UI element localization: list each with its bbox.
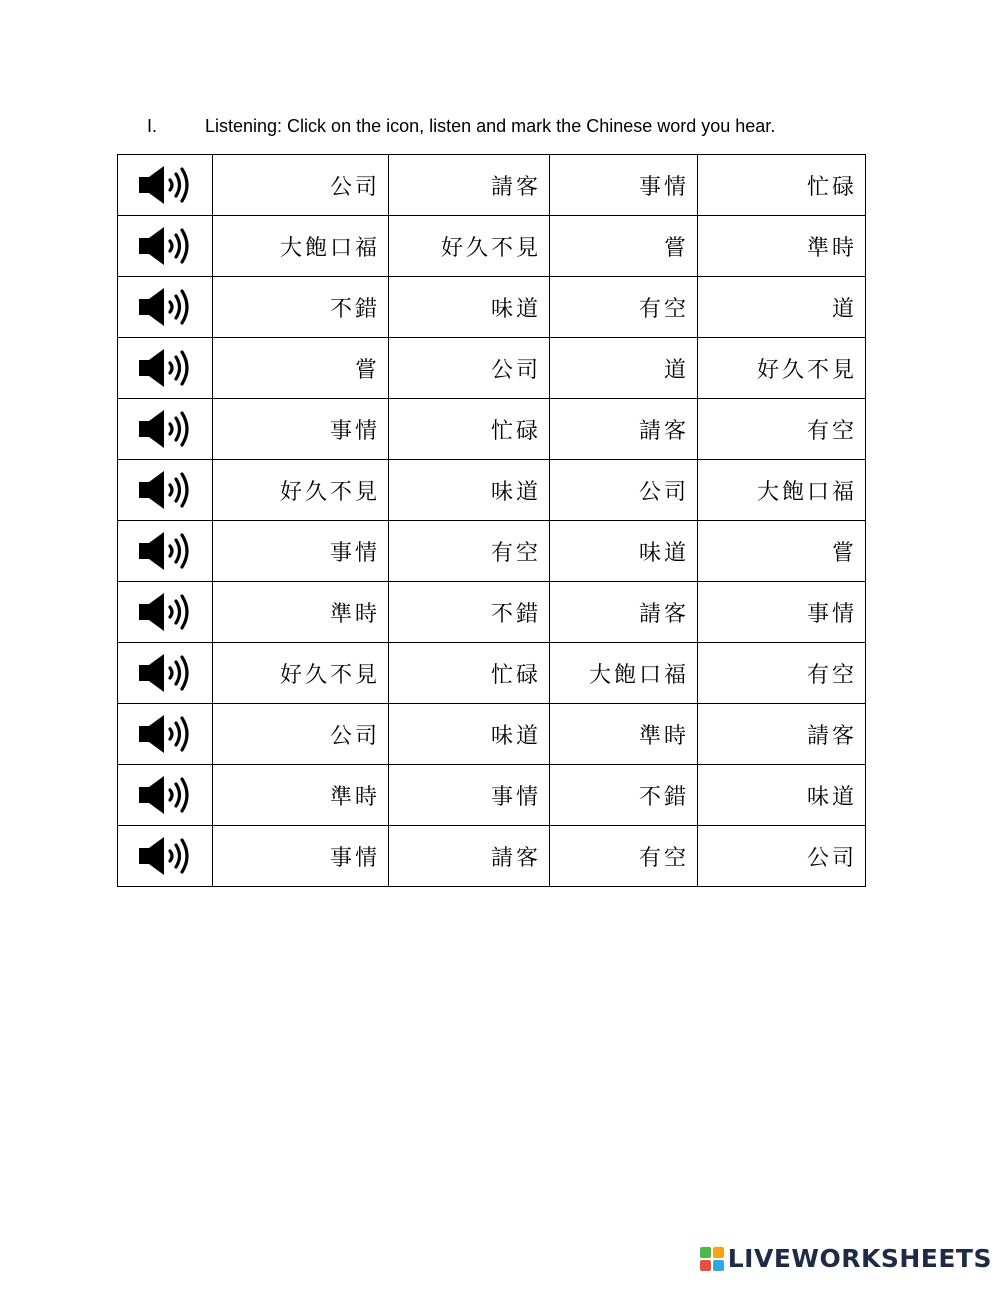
word-option[interactable]: 有空	[698, 399, 866, 460]
audio-play-cell[interactable]	[118, 216, 213, 277]
word-option[interactable]: 嘗	[213, 338, 389, 399]
table-row	[118, 643, 866, 704]
word-option[interactable]: 準時	[698, 216, 866, 277]
word-option[interactable]: 忙碌	[389, 399, 550, 460]
word-option[interactable]: 有空	[389, 521, 550, 582]
word-option[interactable]: 請客	[389, 155, 550, 216]
word-option[interactable]: 事情	[213, 521, 389, 582]
word-option[interactable]: 好久不見	[213, 643, 389, 704]
word-option[interactable]: 嘗	[550, 216, 698, 277]
word-option[interactable]: 準時	[550, 704, 698, 765]
word-option[interactable]: 好久不見	[389, 216, 550, 277]
speaker-icon[interactable]	[137, 774, 193, 816]
word-option[interactable]: 大飽口福	[213, 216, 389, 277]
word-option[interactable]: 味道	[389, 277, 550, 338]
word-option[interactable]: 嘗	[698, 521, 866, 582]
word-option[interactable]: 大飽口福	[550, 643, 698, 704]
table-row	[118, 216, 866, 277]
word-option[interactable]: 事情	[213, 826, 389, 887]
listening-table	[117, 154, 866, 887]
word-option[interactable]: 公司	[550, 460, 698, 521]
table-row	[118, 399, 866, 460]
word-option[interactable]: 有空	[550, 826, 698, 887]
audio-play-cell[interactable]	[118, 704, 213, 765]
word-option[interactable]: 道	[698, 277, 866, 338]
brand-name: LIVEWORKSHEETS	[727, 1244, 992, 1273]
word-option[interactable]: 事情	[550, 155, 698, 216]
word-option[interactable]: 事情	[389, 765, 550, 826]
audio-play-cell[interactable]	[118, 277, 213, 338]
table-row	[118, 460, 866, 521]
audio-play-cell[interactable]	[118, 765, 213, 826]
audio-play-cell[interactable]	[118, 460, 213, 521]
speaker-icon[interactable]	[137, 347, 193, 389]
table-row	[118, 704, 866, 765]
listening-table-body	[118, 155, 866, 887]
table-row	[118, 277, 866, 338]
audio-play-cell[interactable]	[118, 338, 213, 399]
word-option[interactable]: 請客	[550, 582, 698, 643]
word-option[interactable]: 請客	[550, 399, 698, 460]
word-option[interactable]: 公司	[698, 826, 866, 887]
brand-footer	[700, 1244, 992, 1273]
word-option[interactable]: 有空	[698, 643, 866, 704]
instruction-line	[147, 116, 775, 137]
speaker-icon[interactable]	[137, 713, 193, 755]
table-row	[118, 521, 866, 582]
table-row	[118, 155, 866, 216]
instruction-text: Listening: Click on the icon, listen and mark the Chinese word you hear.	[205, 116, 776, 136]
word-option[interactable]: 好久不見	[213, 460, 389, 521]
speaker-icon[interactable]	[137, 591, 193, 633]
speaker-icon[interactable]	[137, 164, 193, 206]
word-option[interactable]: 事情	[213, 399, 389, 460]
audio-play-cell[interactable]	[118, 155, 213, 216]
word-option[interactable]: 準時	[213, 582, 389, 643]
audio-play-cell[interactable]	[118, 582, 213, 643]
word-option[interactable]: 請客	[389, 826, 550, 887]
word-option[interactable]: 準時	[213, 765, 389, 826]
instruction-number: I.	[147, 116, 158, 136]
word-option[interactable]: 味道	[389, 704, 550, 765]
audio-play-cell[interactable]	[118, 643, 213, 704]
speaker-icon[interactable]	[137, 835, 193, 877]
word-option[interactable]: 大飽口福	[698, 460, 866, 521]
audio-play-cell[interactable]	[118, 521, 213, 582]
word-option[interactable]: 忙碌	[389, 643, 550, 704]
word-option[interactable]: 有空	[550, 277, 698, 338]
table-row	[118, 338, 866, 399]
word-option[interactable]: 不錯	[213, 277, 389, 338]
word-option[interactable]: 公司	[213, 704, 389, 765]
speaker-icon[interactable]	[137, 652, 193, 694]
word-option[interactable]: 事情	[698, 582, 866, 643]
audio-play-cell[interactable]	[118, 399, 213, 460]
speaker-icon[interactable]	[137, 225, 193, 267]
word-option[interactable]: 味道	[389, 460, 550, 521]
table-row	[118, 765, 866, 826]
word-option[interactable]: 公司	[213, 155, 389, 216]
word-option[interactable]: 忙碌	[698, 155, 866, 216]
word-option[interactable]: 公司	[389, 338, 550, 399]
word-option[interactable]: 道	[550, 338, 698, 399]
word-option[interactable]: 味道	[698, 765, 866, 826]
word-option[interactable]: 請客	[698, 704, 866, 765]
audio-play-cell[interactable]	[118, 826, 213, 887]
speaker-icon[interactable]	[137, 530, 193, 572]
speaker-icon[interactable]	[137, 408, 193, 450]
liveworksheets-logo-icon	[700, 1247, 724, 1271]
table-row	[118, 582, 866, 643]
speaker-icon[interactable]	[137, 469, 193, 511]
word-option[interactable]: 不錯	[550, 765, 698, 826]
speaker-icon[interactable]	[137, 286, 193, 328]
word-option[interactable]: 味道	[550, 521, 698, 582]
word-option[interactable]: 好久不見	[698, 338, 866, 399]
word-option[interactable]: 不錯	[389, 582, 550, 643]
table-row	[118, 826, 866, 887]
